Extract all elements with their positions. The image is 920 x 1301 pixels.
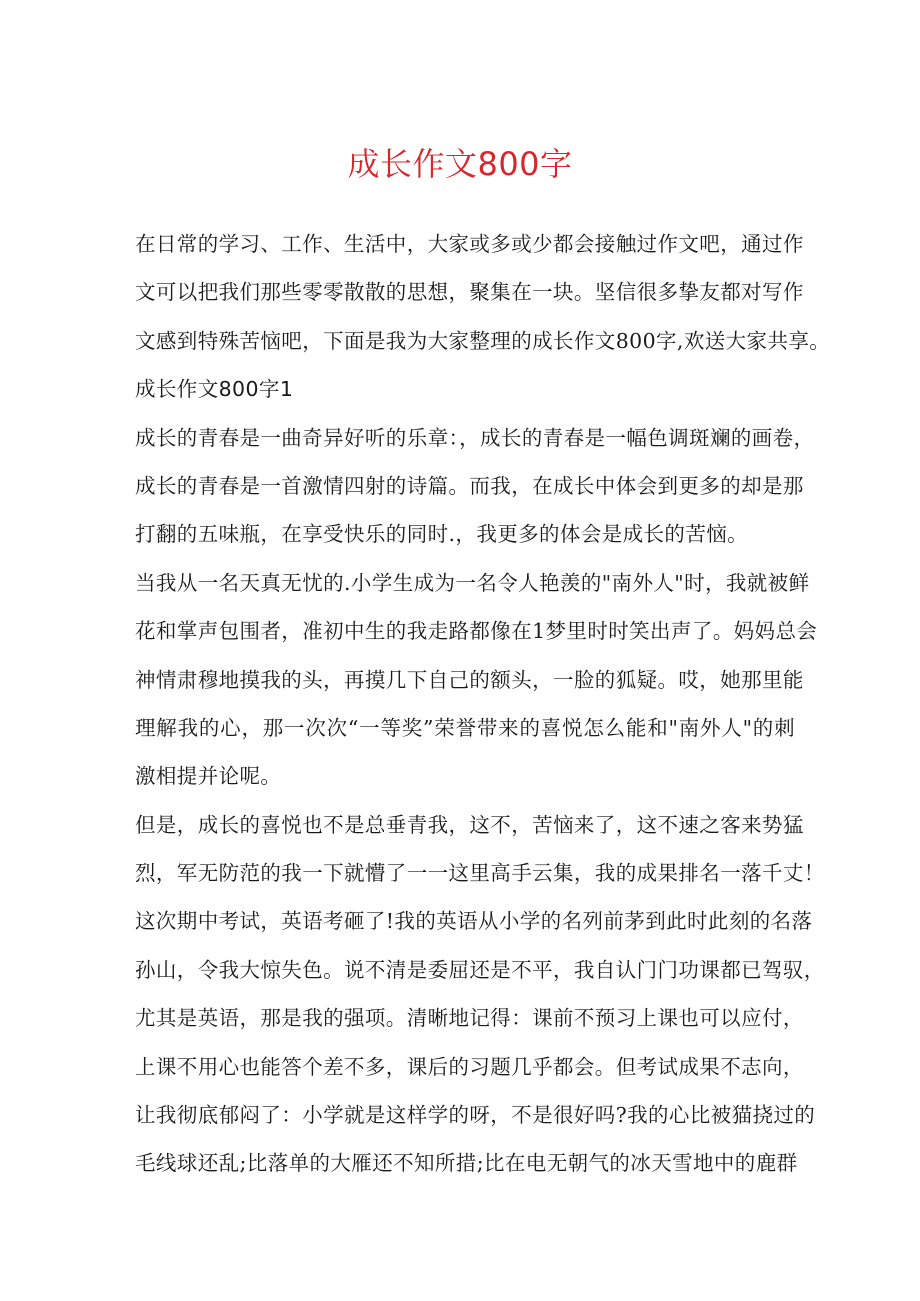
section-heading: 成长作文800字1	[135, 377, 294, 402]
paragraph-line: 当我从一名天真无忧的.小学生成为一名令人艳羡的"南外人"时，我就被鲜	[135, 570, 810, 595]
document-body	[135, 222, 831, 1190]
paragraph-line: 文感到特殊苦恼吧，下面是我为大家整理的成长作文800字,欢送大家共享。	[135, 328, 831, 353]
paragraph-line: 文可以把我们那些零零散散的思想，聚集在一块。坚信很多挚友都对写作	[135, 280, 804, 305]
document-title: 成长作文800字	[347, 145, 573, 183]
paragraph-line: 成长的青春是一首激情四射的诗篇。而我，在成长中体会到更多的却是那	[135, 473, 804, 498]
paragraph-line: 神情肃穆地摸我的头，再摸几下自己的额头，一脸的狐疑。哎，她那里能	[135, 667, 804, 692]
paragraph-line: 让我彻底郁闷了：小学就是这样学的呀，不是很好吗?我的心比被猫挠过的	[135, 1103, 816, 1128]
paragraph-line: 毛线球还乱;比落单的大雁还不知所措;比在电无朝气的冰天雪地中的鹿群	[135, 1151, 798, 1176]
paragraph-line: 孙山，令我大惊失色。说不清是委屈还是不平，我自认门门功课都已驾驭，	[135, 957, 825, 982]
paragraph-line: 花和掌声包围者，准初中生的我走路都像在1梦里时时笑出声了。妈妈总会	[135, 619, 818, 644]
paragraph-line: 成长的青春是一曲奇异好听的乐章：，成长的青春是一幅色调斑斓的画卷，	[135, 425, 815, 450]
paragraph-line: 在日常的学习、工作、生活中，大家或多或少都会接触过作文吧，通过作	[135, 232, 804, 256]
paragraph-line: 激相提并论呢。	[135, 764, 282, 789]
paragraph-line: 尤其是英语，那是我的强项。清晰地记得：课前不预习上课也可以应付，	[135, 1006, 804, 1031]
paragraph-line: 烈，军无防范的我一下就懵了一一这里高手云集，我的成果排名一落千丈！	[135, 861, 825, 886]
paragraph-line: 这次期中考试，英语考砸了!我的英语从小学的名列前茅到此时此刻的名落	[135, 909, 813, 934]
paragraph-line: 理解我的心，那一次次“一等奖”荣誉带来的喜悦怎么能和"南外人"的刺	[135, 715, 795, 740]
paragraph-line: 打翻的五味瓶，在享受快乐的同时.，我更多的体会是成长的苦恼。	[135, 522, 749, 547]
paragraph-line: 但是，成长的喜悦也不是总垂青我，这不，苦恼来了，这不速之客来势猛	[135, 812, 804, 837]
paragraph-line: 上课不用心也能答个差不多，课后的习题几乎都会。但考试成果不志向，	[135, 1054, 804, 1079]
